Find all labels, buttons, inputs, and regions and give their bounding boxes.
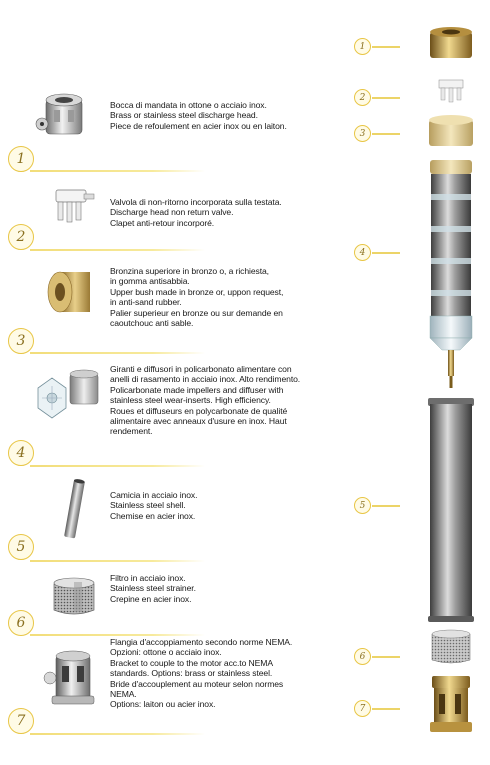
desc-line: NEMA. bbox=[110, 689, 137, 700]
part-number-badge: 3 bbox=[8, 328, 34, 354]
divider bbox=[30, 634, 205, 636]
bush-icon bbox=[42, 266, 102, 318]
desc-line: Clapet anti-retour incorporé. bbox=[110, 217, 215, 228]
callout-number: 1 bbox=[354, 38, 371, 55]
desc-line: Brass or stainless steel discharge head. bbox=[110, 110, 258, 121]
part-number-badge: 7 bbox=[8, 708, 34, 734]
callout-leader bbox=[372, 97, 400, 99]
desc-line: in anti-sand rubber. bbox=[110, 297, 182, 308]
callout-number: 4 bbox=[354, 244, 371, 261]
impeller-diffuser-icon bbox=[30, 368, 105, 423]
motor-flange-icon bbox=[40, 650, 104, 710]
divider bbox=[30, 465, 205, 467]
desc-line: Bride d'accouplement au moteur selon normes bbox=[110, 678, 284, 689]
desc-line: standards. Options: brass or stainless steel. bbox=[110, 668, 273, 679]
part-description-6 bbox=[110, 573, 350, 604]
desc-line: Bronzina superiore in bronzo o, a richiesta, bbox=[110, 266, 269, 276]
shell-tube-icon bbox=[62, 478, 88, 540]
desc-line: Discharge head non return valve. bbox=[110, 207, 234, 218]
callout-leader bbox=[372, 708, 400, 710]
desc-line: Bracket to couple to the motor acc.to NEMA bbox=[110, 657, 273, 668]
pump-assembly-icon bbox=[410, 0, 490, 765]
check-valve-icon bbox=[48, 186, 98, 228]
desc-line: Crepine en acier inox. bbox=[110, 593, 192, 604]
callout-leader bbox=[372, 505, 400, 507]
callout-leader bbox=[372, 252, 400, 254]
part-description-7 bbox=[110, 637, 350, 710]
desc-line: Opzioni: ottone o acciaio inox. bbox=[110, 647, 222, 658]
desc-line: Policarbonate made impellers and diffuser with bbox=[110, 384, 284, 395]
callout-number: 2 bbox=[354, 89, 371, 106]
callout-leader bbox=[372, 46, 400, 48]
callout-number: 7 bbox=[354, 700, 371, 717]
desc-line: caoutchouc anti sable. bbox=[110, 318, 194, 329]
part-number-badge: 5 bbox=[8, 534, 34, 560]
desc-line: Bocca di mandata in ottone o acciaio inox. bbox=[110, 100, 267, 110]
desc-line: Chemise en acier inox. bbox=[110, 510, 196, 521]
callout-number: 3 bbox=[354, 125, 371, 142]
desc-line: Upper bush made in bronze or, uppon request, bbox=[110, 286, 284, 297]
desc-line: Valvola di non-ritorno incorporata sulla testata. bbox=[110, 197, 282, 207]
callout-leader bbox=[372, 656, 400, 658]
part-description-3 bbox=[110, 266, 350, 328]
desc-line: Camicia in acciaio inox. bbox=[110, 490, 198, 500]
desc-line: anelli di rasamento in acciaio inox. Alto rendimento. bbox=[110, 374, 301, 385]
desc-line: rendement. bbox=[110, 426, 153, 437]
desc-line: Giranti e diffusori in policarbonato alimentare con bbox=[110, 364, 292, 374]
part-number-badge: 2 bbox=[8, 224, 34, 250]
part-description-5 bbox=[110, 490, 350, 521]
divider bbox=[30, 249, 205, 251]
part-description-4 bbox=[110, 364, 350, 437]
strainer-icon bbox=[48, 574, 100, 620]
desc-line: Palier superieur en bronze ou sur demande en bbox=[110, 307, 283, 318]
desc-line: Piece de refoulement en acier inox ou en laiton. bbox=[110, 120, 287, 131]
part-number-badge: 1 bbox=[8, 146, 34, 172]
desc-line: Options: laiton ou acier inox. bbox=[110, 699, 216, 710]
desc-line: Stainless steel strainer. bbox=[110, 583, 196, 594]
part-description-2 bbox=[110, 197, 350, 228]
desc-line: Flangia d'accoppiamento secondo norme NEMA. bbox=[110, 637, 293, 647]
part-description-1 bbox=[110, 100, 350, 131]
divider bbox=[30, 352, 205, 354]
discharge-head-icon bbox=[32, 92, 92, 147]
divider bbox=[30, 733, 205, 735]
desc-line: alimentaire avec anneaux d'usure en inox. Haut bbox=[110, 416, 287, 427]
desc-line: stainless steel wear-inserts. High efficiency. bbox=[110, 395, 271, 406]
callout-number: 5 bbox=[354, 497, 371, 514]
divider bbox=[30, 560, 205, 562]
callout-number: 6 bbox=[354, 648, 371, 665]
desc-line: Filtro in acciaio inox. bbox=[110, 573, 186, 583]
divider bbox=[30, 170, 205, 172]
desc-line: Roues et diffuseurs en polycarbonate de qualité bbox=[110, 405, 288, 416]
desc-line: Stainless steel shell. bbox=[110, 500, 186, 511]
part-number-badge: 4 bbox=[8, 440, 34, 466]
part-number-badge: 6 bbox=[8, 610, 34, 636]
desc-line: in gomma antisabbia. bbox=[110, 276, 190, 287]
callout-leader bbox=[372, 133, 400, 135]
